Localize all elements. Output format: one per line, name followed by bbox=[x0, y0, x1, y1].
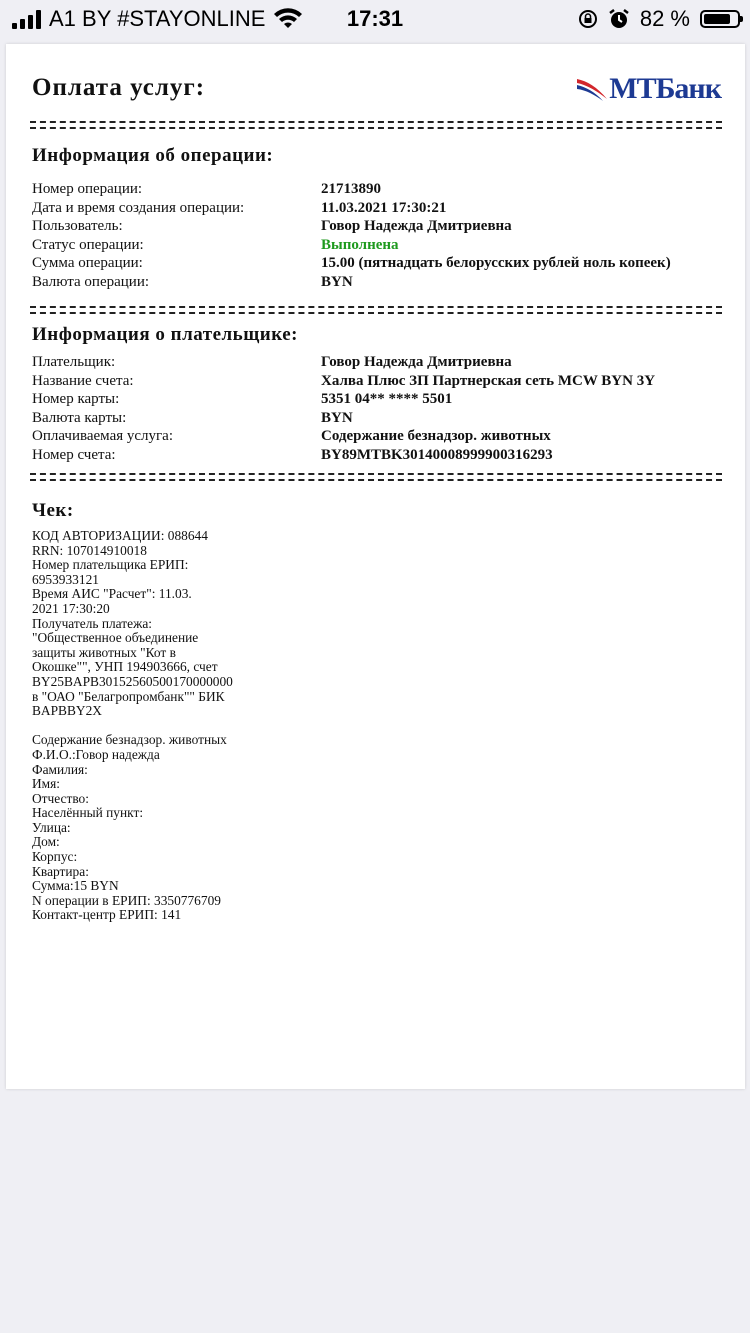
operation-info-list bbox=[32, 180, 732, 291]
status-badge: Выполнена bbox=[321, 236, 399, 253]
operation-row: Пользователь: Говор Надежда Дмитриевна bbox=[32, 218, 512, 234]
payer-row: Оплачиваемая услуга: Содержание безнадзор. животных bbox=[32, 428, 551, 444]
operation-row: Сумма операции: 15.00 (пятнадцать белорусских рублей ноль копеек) bbox=[32, 255, 671, 271]
bank-logo bbox=[575, 72, 721, 106]
payer-info-list bbox=[32, 353, 732, 464]
bank-logo-icon bbox=[575, 75, 609, 103]
alarm-icon bbox=[608, 8, 630, 30]
rotation-lock-icon bbox=[578, 9, 598, 29]
battery-icon bbox=[700, 10, 740, 28]
payer-info-title: Информация о плательщике: bbox=[32, 324, 298, 345]
clock: 17:31 bbox=[346, 6, 404, 31]
battery-percent: 82 % bbox=[639, 6, 690, 31]
bank-logo-text: МТБанк bbox=[609, 72, 721, 105]
operation-row: Дата и время создания операции: 11.03.2021 17:30:21 bbox=[32, 199, 447, 216]
payer-row: Название счета: Халва Плюс ЗП Партнерская сеть MCW BYN 3Y bbox=[32, 372, 656, 389]
payer-row: Номер счета: BY89MTBK30140008999900316293 bbox=[32, 446, 553, 463]
divider bbox=[30, 121, 722, 129]
status-bar bbox=[0, 0, 750, 38]
operation-info-title: Информация об операции: bbox=[32, 145, 274, 166]
payer-row: Валюта карты: BYN bbox=[32, 409, 353, 426]
page-title: Оплата услуг: bbox=[32, 74, 206, 101]
receipt-text: КОД АВТОРИЗАЦИИ: 088644 RRN: 107014910018 Номер плательщика ЕРИП: 6953933121 Время АИС "Расчет": 11.03. 2021 17:30:20 Получатель платежа: "Общественное объединение защиты животных "Кот в Окошке"", УНП 194903666, счет BY25BAPB30152560500170000000 в "ОАО "Белагропромбанк"" БИК BAPBBY2X Содержание безнадзор. животных Ф.И.О.:Говор надежда Фамилия: Имя: Отчество: Населённый пункт: Улица: Дом: Корпус: Квартира: Сумма:15 BYN N операции в ЕРИП: 3350776709 Контакт-центр ЕРИП: 141 bbox=[32, 528, 233, 923]
payment-receipt-card bbox=[6, 44, 745, 1089]
receipt-title: Чек: bbox=[32, 500, 74, 521]
operation-row: Номер операции: 21713890 bbox=[32, 181, 381, 197]
payer-row: Плательщик: Говор Надежда Дмитриевна bbox=[32, 354, 512, 370]
divider bbox=[30, 306, 722, 314]
operation-row: Валюта операции: BYN bbox=[32, 273, 353, 290]
payer-row: Номер карты: 5351 04** **** 5501 bbox=[32, 391, 453, 407]
operation-row: Статус операции: Выполнена bbox=[32, 236, 399, 253]
carrier-label: A1 BY #STAYONLINE bbox=[49, 6, 266, 31]
divider bbox=[30, 473, 722, 481]
